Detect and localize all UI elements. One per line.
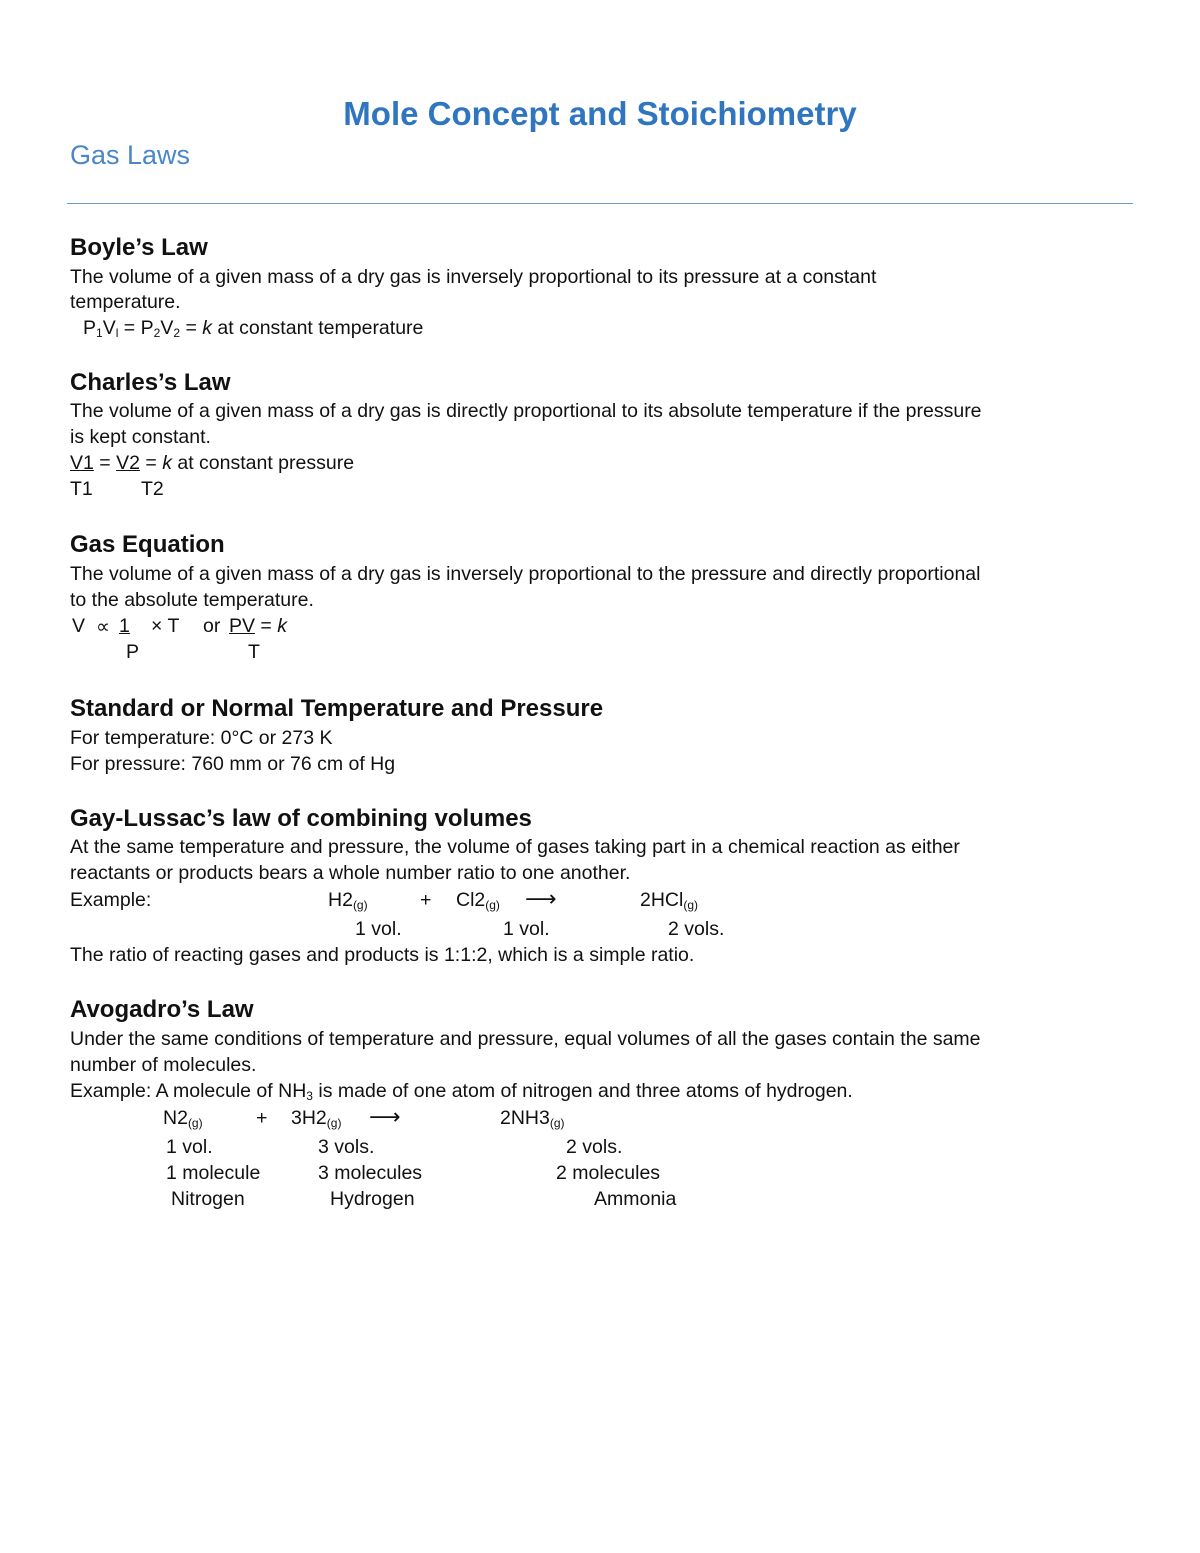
boyle-text-line2: temperature. — [70, 291, 181, 313]
gas-equation-denominator-t: T — [248, 641, 260, 663]
product-hcl: 2HCl$_{(g)}$ — [640, 889, 699, 912]
charles-denominator-2: T2 — [141, 478, 164, 500]
charles-text-line2: is kept constant. — [70, 426, 211, 448]
gas-equation-text-line2: to the absolute temperature. — [70, 589, 314, 611]
page-subtitle: Gas Laws — [70, 140, 191, 170]
hydrogen-volume: 3 vols. — [318, 1136, 375, 1158]
hydrogen-name: Hydrogen — [330, 1188, 415, 1210]
boyle-equation: $P_1V_l = P_2V_2 = k$ at constant temperature — [83, 317, 424, 340]
gay-lussac-heading: Gay-Lussac’s law of combining volumes — [70, 805, 532, 832]
gas-equation-or: or — [203, 615, 221, 637]
volume-cl2: 1 vol. — [503, 918, 550, 940]
gas-equation-text-line1: The volume of a given mass of a dry gas is inversely proportional to the pressure and directly proportional — [70, 563, 981, 585]
plus-sign: + — [420, 889, 432, 911]
gay-lussac-text-line1: At the same temperature and pressure, the volume of gases taking part in a chemical reaction as either — [70, 836, 960, 858]
section-divider — [67, 203, 1133, 204]
charles-heading: Charles’s Law — [70, 369, 231, 396]
gas-equation-heading: Gas Equation — [70, 531, 225, 558]
gas-equation-one: 1 — [119, 615, 130, 637]
ammonia-volume: 2 vols. — [566, 1136, 623, 1158]
charles-text-line1: The volume of a given mass of a dry gas is directly proportional to its absolute temperature if the pressure — [70, 400, 982, 422]
proportional-symbol: ∝ — [96, 616, 110, 638]
gas-equation-times-t: × T — [151, 615, 180, 637]
reactant-cl2: $Cl2_{(g)}$ — [456, 889, 500, 912]
charles-equation: V1 = V2 = k at constant pressure — [70, 452, 355, 474]
gay-lussac-ratio: The ratio of reacting gases and products is 1:1:2, which is a simple ratio. — [70, 944, 695, 966]
avogadro-heading: Avogadro’s Law — [70, 996, 254, 1023]
hydrogen-molecules: 3 molecules — [318, 1162, 423, 1184]
reactant-h2: $H2_{(g)}$ — [328, 889, 368, 912]
avogadro-example: Example: A molecule of $NH_3$ is made of one atom of nitrogen and three atoms of hydrogen. — [70, 1080, 853, 1103]
avogadro-plus-sign: + — [256, 1107, 268, 1129]
reactant-n2: $N2_{(g)}$ — [163, 1107, 203, 1130]
gay-lussac-text-line2: reactants or products bears a whole number ratio to one another. — [70, 862, 631, 884]
stp-temperature: For temperature: 0°C or 273 K — [70, 727, 333, 749]
ammonia-name: Ammonia — [594, 1188, 677, 1210]
nitrogen-volume: 1 vol. — [166, 1136, 213, 1158]
ammonia-molecules: 2 molecules — [556, 1162, 661, 1184]
boyle-text-line1: The volume of a given mass of a dry gas is inversely proportional to its pressure at a constant — [70, 266, 877, 288]
product-2nh3: $2NH3_{(g)}$ — [500, 1107, 565, 1130]
boyle-heading: Boyle’s Law — [70, 234, 208, 261]
avogadro-arrow-icon: ⟶ — [369, 1104, 401, 1129]
nitrogen-molecules: 1 molecule — [166, 1162, 261, 1184]
stp-heading: Standard or Normal Temperature and Pressure — [70, 695, 604, 722]
avogadro-text-line1: Under the same conditions of temperature and pressure, equal volumes of all the gases contain the same — [70, 1028, 981, 1050]
gas-equation-v: V — [72, 615, 86, 637]
page-title: Mole Concept and Stoichiometry — [343, 95, 857, 132]
arrow-icon: ⟶ — [525, 886, 557, 911]
reactant-3h2: $3H2_{(g)}$ — [291, 1107, 342, 1130]
nitrogen-name: Nitrogen — [171, 1188, 245, 1210]
gay-lussac-example-label: Example: — [70, 889, 152, 911]
gas-equation-pv: PV = k — [229, 615, 287, 637]
volume-h2: 1 vol. — [355, 918, 402, 940]
charles-denominator-1: T1 — [70, 478, 93, 500]
volume-hcl: 2 vols. — [668, 918, 725, 940]
gas-equation-denominator-p: P — [126, 641, 140, 663]
stp-pressure: For pressure: 760 mm or 76 cm of Hg — [70, 753, 396, 775]
avogadro-text-line2: number of molecules. — [70, 1054, 257, 1076]
